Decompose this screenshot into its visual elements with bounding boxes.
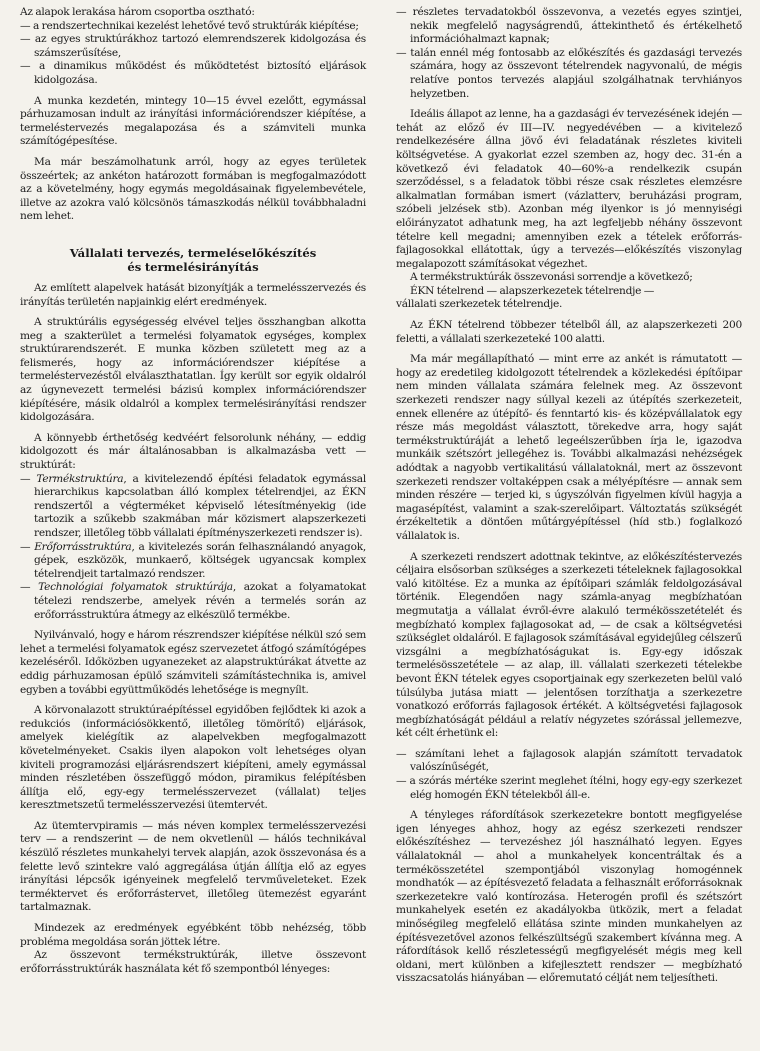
- paragraph: Ideális állapot az lenne, ha a gazdasági év tervezésének idején — tehát az előző év III—IV. negyedévében — a kivitelező rendelkezésére állna jövő évi feladatának részletes kiviteli költségvetése. A gyakorlat ezzel szemben az, hogy dec. 31-én a következő évi feladatok 40—60%-a rendelkezik csupán szerződéssel, s a feladatok többi része csak részletes elemzésre alkalmatlan formában ismert (vázlatterv, beruházási program, szóbeli jelzések stb). Azonban még ilyenkor is jó mennyiségi előirányzatot adhatunk meg, ha azt legfeljebb néhány összevont tételre kell megadni; amennyiben ezek a tételek erőforrás-fajlagosokkal ellátottak, úgy a tervezés—előkészítés viszonylag megalapozott számításokat végezhet.: [396, 108, 742, 270]
- paragraph: Az ütemtervpiramis — más néven komplex termelésszervezési terv — a rendszerint — de nem okvetlenül — hálós technikával készülő részletes munkahelyi tervek alapján, azok összevonása és a felette levő szintekre való aggregálása útján állítja elő az egyes irányítási lépcsők igényeinek megfelelő tervműveleteket. Ezek terméktervet és erőforrástervet, illetőleg ütemezést egyaránt tartalmaznak.: [20, 819, 366, 914]
- right-column: [396, 6, 742, 986]
- paragraph: Az ÉKN tételrend többezer tételből áll, az alapszerkezeti 200 feletti, a vállalati szerkezeteké 100 alatti.: [396, 319, 742, 345]
- paragraph: Az összevont termékstruktúrák, illetve összevont erőforrásstruktúrák használata két fő szempontból lényeges:: [20, 949, 366, 975]
- paragraph: A szerkezeti rendszert adottnak tekintve, az előkészítéstervezés céljaira elsősorban szükséges a szerkezeti tételeknek fajlagosokkal való kitöltése. Ez a munka az építőipari számlák feldolgozásával történik. Elegendően nagy számla-anyag megbízhatóan megmutatja a vállalat évről-évre alakuló termékösszetételét és megbízható komplex fajlagosokat ad, — de csak a költségvetési szükséglet oldaláról. E fajlagosok számításával egyidejűleg célszerű vizsgálni a megbízhatóságukat is. Egy-egy időszak termelésösszetétele — az alap, ill. vállalati szerkezeti tételekbe bevont ÉKN tételek egyes csoportjainak egy szerkezeten belül való túlsúlyba jutása miatt — jelentősen torzíthatja a szerkezetre vonatkozó erőforrás fajlagosok értékét. A költségvetési fajlagosok megbízhatóságát például a relatív négyzetes szórással jellemezve, két célt érhetünk el:: [396, 550, 742, 740]
- list-item: — a dinamikus működést és működtetést biztosító eljárások kidolgozása.: [20, 60, 366, 87]
- text-line: ÉKN tételrend — alapszerkezetek tételrendje —: [410, 284, 655, 297]
- paragraph: Mindezek az eredmények egyébként több nehézség, több probléma megoldása során jöttek létre.: [20, 922, 366, 948]
- paragraph: A struktúrális egységesség elvével teljes összhangban alkotta meg a szakterület a termelési folyamatok egységes, komplex struktúrarendszerét. E munka közben született meg az a felismerés, hogy az információrendszer kiépítése a termeléstervezéstől elválaszthatatlan. Így került sor egyik oldalról az úgynevezett termelési bázisú komplex információrendszer kiépítésére, másik oldalról a komplex termelésirányítási rendszer kidolgozására.: [20, 316, 366, 424]
- paragraph: Ma már beszámolhatunk arról, hogy az egyes területek összeértek; az ankéton határozott formában is megfogalmazódott az a követelmény, hogy egymás megoldásainak figyelembevétele, illetve az azokra való kölcsönös támaszkodás nélkül továbbhaladni nem lehet.: [20, 155, 366, 223]
- structure-list: [20, 473, 366, 623]
- paragraph: A munka kezdetén, mintegy 10—15 évvel ezelőtt, egymással párhuzamosan indult az irányítási információrendszer kiépítése, a termeléstervezés megalapozása és a számviteli munka számítógépesítése.: [20, 94, 366, 148]
- paragraph: Ma már megállapítható — mint erre az ankét is rámutatott — hogy az eredetileg kidolgozott tételrendek a közlekedési építőipar nem minden vállalata számára felelnek meg. Az összevont szerkezeti rendszer nagy súllyal kezeli az útépítés szerkezeteit, ennek ellenére az útépítő- és fenntartó kis- és középvállalatok egy része más megoldást választott, törekedve arra, hogy saját termékstruktúráját a lehető legeélszerűbben írja le, igazodva munkáik szétszórt jellegéhez is. További alkalmazási nehézségek adódtak a nagyobb vertikalitású vállalatoknál, mert az összevont szerkezeti rendszer voltaképpen csak a mélyépítésre — annak sem minden részére — terjed ki, s úgyszólván figyelmen kívül hagyja a magasépítést, valamint a szak-szerelőipart. Változtatás szükségét érzékeltetik a döntően műtárgyépítéssel (híd stb.) foglalkozó vállalatok is.: [396, 353, 742, 542]
- list-item: [20, 581, 366, 622]
- intro-list: [20, 20, 366, 88]
- list-item: [20, 473, 366, 541]
- term: Erőforrásstruktúra: [34, 540, 132, 553]
- section-heading: [20, 246, 366, 274]
- section-heading-line: és termelésirányítás: [127, 259, 259, 274]
- paragraph: A tényleges ráfordítások szerkezetekre bontott megfigyelése igen lényeges ahhoz, hogy az egész szerkezeti rendszer előkészítéshez — tervezéshez jól használható legyen. Egyes vállalatoknál — ahol a munkahelyek koncentráltak és a termékösszetétel szempontjából viszonylag homogénnek mondhatók — az építésvezető feladata a felhasznált erőforrásoknak szerkezetekre való kontírozása. Heterogén profil és szétszórt munkahelyek esetén ez akadályokba ütközik, mert a feladat minőségileg megfelelő ellátása szinte minden munkahelyen az építésvezetővel azonos felkészültségű szakembert kívánna meg. A ráfordítások kellő részletességű megfigyelését mégis meg kell oldani, mert különben a kifejlesztett rendszer — megbízható visszacsatolás hiányában — előremutató célját nem teljesítheti.: [396, 809, 742, 985]
- term-description: , a kivitelezendő építési feladatok egymással hierarchikus kapcsolatban álló komplex tételrendjei, az ÉKN rendszertől a végterméket képviselő létesítményekig (ide tartozik a szűkebb szakmában már közismert alapszerkezeti rendszer, illetőleg több vállalati építményszerkezeti rendszer is).: [34, 472, 367, 539]
- paragraph: Az említett alapelvek hatását bizonyítják a termelésszervezés és irányítás területén napjainkig elért eredmények.: [20, 281, 366, 308]
- left-column: [20, 6, 366, 976]
- intro-text: Az alapok lerakása három csoportba osztható:: [20, 6, 255, 18]
- list-item: — a rendszertechnikai kezelést lehetővé tevő struktúrák kiépítése;: [20, 20, 366, 34]
- paragraph: A körvonalazott struktúraépítéssel egyidőben fejlődtek ki azok a redukciós (információsökkentő, illetőleg tömörítő) eljárások, amelyek kielégítik az alapelvekben megfogalmazott követelményeket. Csakis ilyen alapokon volt lehetséges olyan kiviteli programozási eljárásrendszert kiépíteni, amely egymással minden részletében összefüggő módon, piramikus felépítésben állítja elő, egy-egy termelésszervezet (vállalat) teljes keresztmetszetű termelésszervezési ütemtervét.: [20, 704, 366, 812]
- paragraph: A termékstruktúrák összevonási sorrendje a következő;: [410, 271, 693, 284]
- list-item: — részletes tervadatokból összevonva, a vezetés egyes szintjei, nekik megfelelő nagyságrendű, áttekinthető és értékelhető információhalmazt kapnak;: [396, 6, 742, 47]
- list-item: — számítani lehet a fajlagosok alapján számított tervadatok valószínűségét,: [396, 748, 742, 775]
- continued-list: [396, 6, 742, 101]
- paragraph: Nyilvánvaló, hogy e három részrendszer kiépítése nélkül szó sem lehet a termelési folyamatok egész szervezetet átfogó számítógépes kezeléséről. Időközben ugyanezeket az alapstruktúrákat átvette az eddig párhuzamosan épülő számviteli számítástechnika is, amivel egyben a további együttműködés lehetősége is megnyílt.: [20, 629, 366, 696]
- list-item: — az egyes struktúrákhoz tartozó elemrendszerek kidolgozása és számszerűsítése,: [20, 33, 366, 60]
- list-item: [20, 541, 366, 582]
- paragraph: A könnyebb érthetőség kedvéért felsorolunk néhány, — eddig kidolgozott és már általánosabban is alkalmazásba vett — struktúrát:: [20, 431, 366, 472]
- term: Termékstruktúra: [36, 472, 124, 485]
- term-description: , azokat a folyamatokat tételezi rendszerbe, amelyek révén a termelés során az erőforrásstruktúra átmegy az elkészülő termékbe.: [34, 581, 366, 621]
- text-line: vállalati szerkezetek tételrendje.: [396, 298, 563, 311]
- list-item: — talán ennél még fontosabb az előkészítés és gazdasági tervezés számára, hogy az összevont tételrendek nagyvonalú, de mégis relatíve pontos tervezés alapjául szolgálhatnak tervhiányos helyzetben.: [396, 47, 742, 101]
- term-description: , a kivitelezés során felhasználandó anyagok, gépek, eszközök, munkaerő, költségek ugyancsak komplex tételrendjeit tartalmazó rendszer.: [34, 540, 366, 580]
- term: Technológiai folyamatok struktúrája: [38, 581, 233, 594]
- list-item: — a szórás mértéke szerint meglehet ítélni, hogy egy-egy szerkezet elég homogén ÉKN tételekből áll-e.: [396, 775, 742, 802]
- section-heading-line: Vállalati tervezés, termeléselőkészítés: [69, 245, 317, 260]
- paragraph: [396, 285, 742, 312]
- purpose-list: [396, 748, 742, 802]
